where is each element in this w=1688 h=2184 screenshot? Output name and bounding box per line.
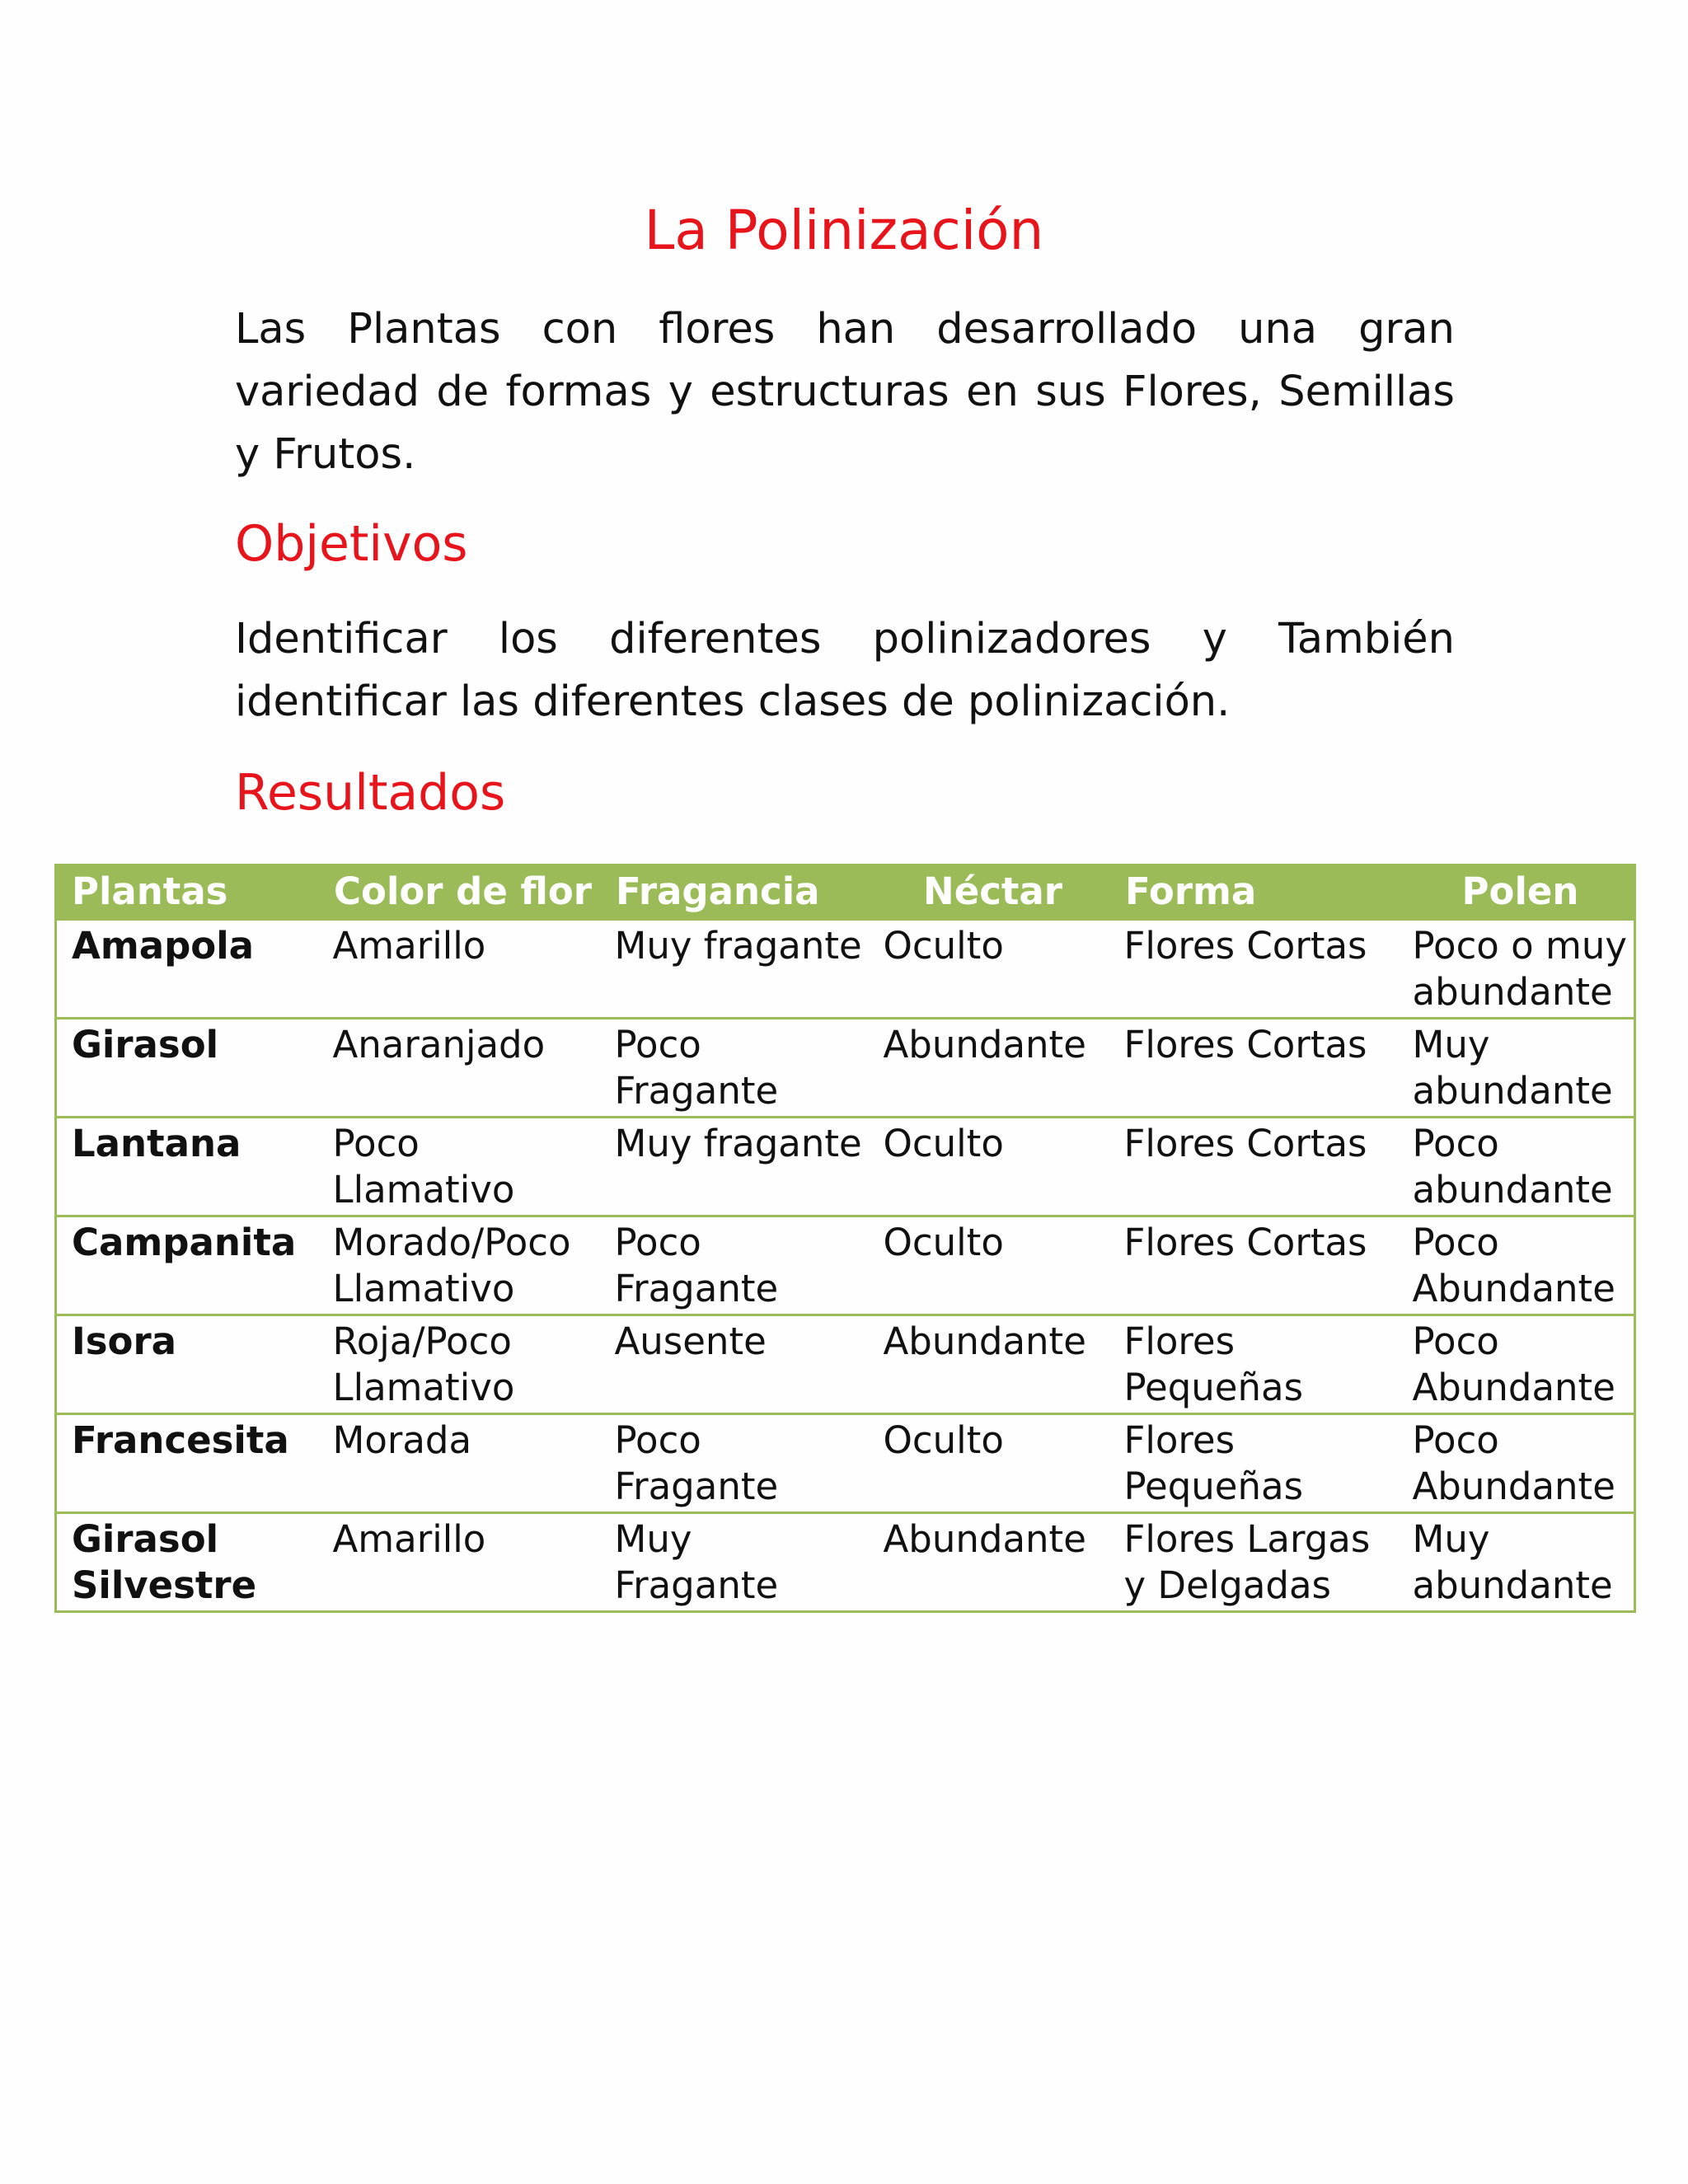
fragrance-cell: Poco Fragante: [600, 1216, 869, 1315]
plant-name-cell: Amapola: [56, 920, 318, 1019]
results-table-container: [54, 864, 1634, 1613]
flower-color-cell: Morada: [318, 1414, 600, 1513]
objectives-paragraph: Identificar los diferentes polinizadores y También identificar las diferentes clases de polinización.: [235, 615, 1455, 726]
pollen-cell: Poco abundante: [1398, 1118, 1635, 1216]
plant-name-cell: Campanita: [56, 1216, 318, 1315]
fragrance-cell: Ausente: [600, 1315, 869, 1414]
header-plantas: Plantas: [56, 865, 318, 920]
header-polen: Polen: [1398, 865, 1635, 920]
document-title: La Polinización: [644, 199, 1044, 262]
flower-color-cell: Roja/Poco Llamativo: [318, 1315, 600, 1414]
nectar-cell: Oculto: [869, 1118, 1109, 1216]
fragrance-cell: Poco Fragante: [600, 1414, 869, 1513]
pollen-cell: Muy abundante: [1398, 1019, 1635, 1118]
table-row: [56, 1019, 1635, 1118]
shape-cell: Flores Cortas: [1109, 920, 1398, 1019]
plant-name-cell: Girasol: [56, 1019, 318, 1118]
flower-color-cell: Amarillo: [318, 1513, 600, 1612]
flower-color-cell: Anaranjado: [318, 1019, 600, 1118]
table-row: [56, 1414, 1635, 1513]
fragrance-cell: Muy fragante: [600, 920, 869, 1019]
nectar-cell: Abundante: [869, 1019, 1109, 1118]
table-row: [56, 1118, 1635, 1216]
objectives-heading: Objetivos: [235, 515, 468, 573]
shape-cell: Flores Largas y Delgadas: [1109, 1513, 1398, 1612]
pollen-cell: Muy abundante: [1398, 1513, 1635, 1612]
nectar-cell: Oculto: [869, 920, 1109, 1019]
header-fragancia: Fragancia: [600, 865, 869, 920]
header-forma: Forma: [1109, 865, 1398, 920]
fragrance-cell: Muy Fragante: [600, 1513, 869, 1612]
flower-color-cell: Morado/Poco Llamativo: [318, 1216, 600, 1315]
nectar-cell: Abundante: [869, 1315, 1109, 1414]
fragrance-cell: Muy fragante: [600, 1118, 869, 1216]
results-table: [54, 864, 1636, 1613]
nectar-cell: Oculto: [869, 1414, 1109, 1513]
pollen-cell: Poco Abundante: [1398, 1216, 1635, 1315]
table-row: [56, 1216, 1635, 1315]
pollen-cell: Poco Abundante: [1398, 1414, 1635, 1513]
table-header-row: [56, 865, 1635, 920]
shape-cell: Flores Pequeñas: [1109, 1414, 1398, 1513]
table-row: [56, 1315, 1635, 1414]
nectar-cell: Abundante: [869, 1513, 1109, 1612]
table-row: [56, 1513, 1635, 1612]
intro-paragraph: Las Plantas con flores han desarrollado una gran variedad de formas y estructuras en sus Flores, Semillas y Frutos.: [235, 305, 1455, 479]
flower-color-cell: Poco Llamativo: [318, 1118, 600, 1216]
shape-cell: Flores Cortas: [1109, 1216, 1398, 1315]
flower-color-cell: Amarillo: [318, 920, 600, 1019]
header-color-de-flor: Color de flor: [318, 865, 600, 920]
pollen-cell: Poco Abundante: [1398, 1315, 1635, 1414]
pollen-cell: Poco o muy abundante: [1398, 920, 1635, 1019]
plant-name-cell: Lantana: [56, 1118, 318, 1216]
results-heading: Resultados: [235, 764, 506, 822]
table-row: [56, 920, 1635, 1019]
table-body: [56, 920, 1635, 1612]
nectar-cell: Oculto: [869, 1216, 1109, 1315]
shape-cell: Flores Pequeñas: [1109, 1315, 1398, 1414]
shape-cell: Flores Cortas: [1109, 1118, 1398, 1216]
header-nectar: Néctar: [869, 865, 1109, 920]
plant-name-cell: Girasol Silvestre: [56, 1513, 318, 1612]
shape-cell: Flores Cortas: [1109, 1019, 1398, 1118]
plant-name-cell: Isora: [56, 1315, 318, 1414]
plant-name-cell: Francesita: [56, 1414, 318, 1513]
fragrance-cell: Poco Fragante: [600, 1019, 869, 1118]
